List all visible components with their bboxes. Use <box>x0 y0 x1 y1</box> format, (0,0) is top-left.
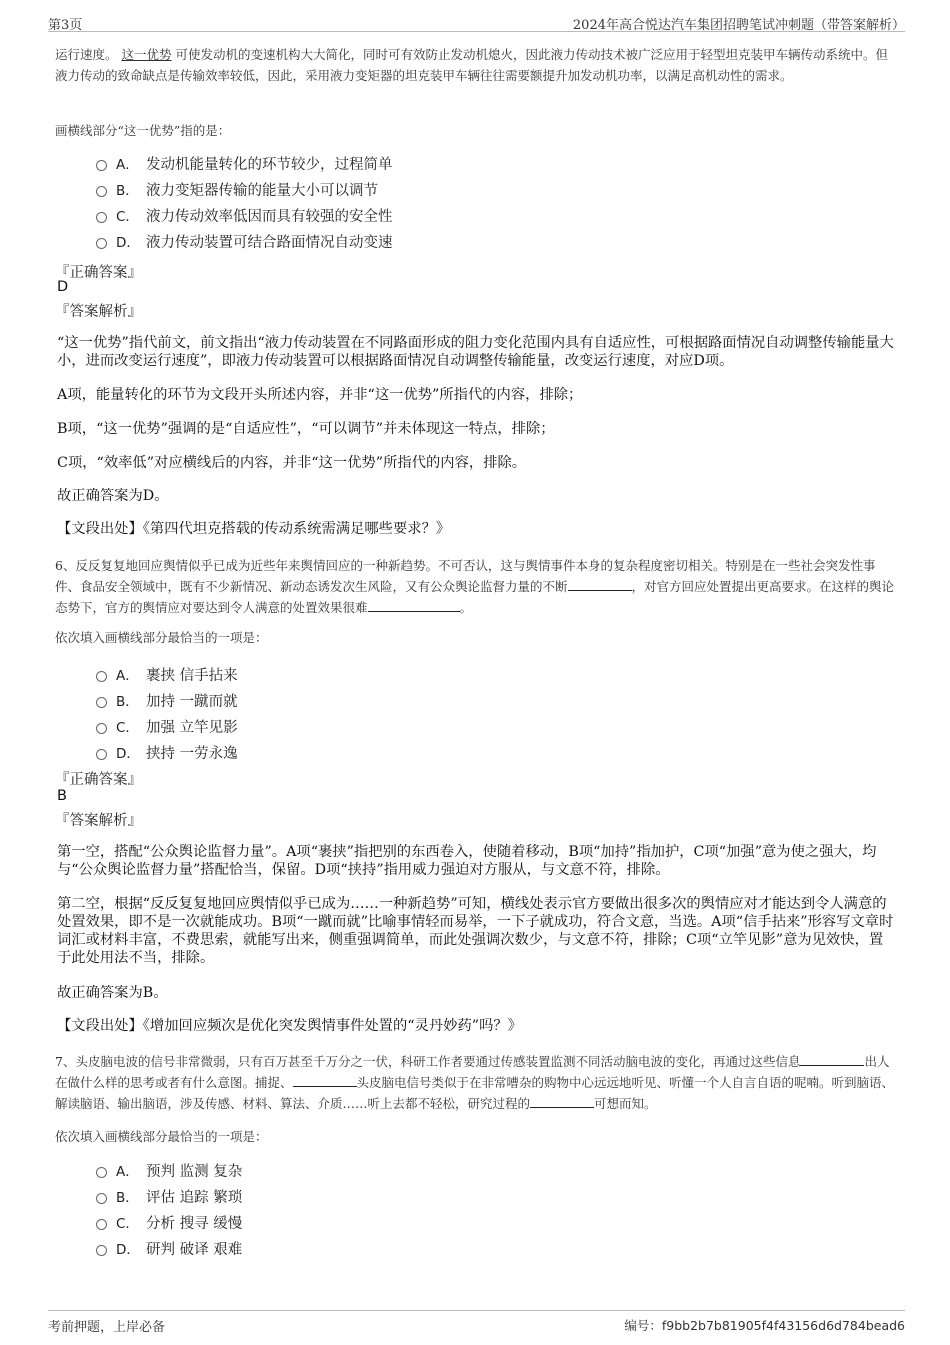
radio-icon[interactable] <box>96 212 107 223</box>
radio-icon[interactable] <box>96 1219 107 1230</box>
q6-option-b[interactable]: B． 加持 一蹴而就 <box>96 687 238 713</box>
q6-blank-2 <box>368 600 460 612</box>
q7-options <box>96 1157 242 1261</box>
radio-icon[interactable] <box>96 186 107 197</box>
radio-icon[interactable] <box>96 697 107 708</box>
q5-passage: 运行速度。 这一优势 可使发动机的变速机构大大简化，同时可有效防止发动机熄火，因此液力传动技术被广泛应用于轻型坦克装甲车辆传动系统中。但液力传动的致命缺点是传输效率较低，因此，采用液力变矩器的坦克装甲车辆往往需要额提升加发动机功率，以满足高机动性的需求。 <box>55 47 889 83</box>
q5-analysis-conclusion: 故正确答案为D。 <box>57 488 169 504</box>
q5-analysis-1: “这一优势”指代前文，前文指出“液力传动装置在不同路面形成的阻力变化范围内具有自适应性，可根据路面情况自动调整传输能量大小，进而改变运行速度”，即液力传动装置可以根据路面情况自动调整传输能量，改变运行速度，对应D项。 <box>57 335 894 369</box>
q5-option-d[interactable]: D． 液力传动装置可结合路面情况自动变速 <box>96 228 393 254</box>
q5-option-a[interactable]: A． 发动机能量转化的环节较少，过程简单 <box>96 150 393 176</box>
q5-option-c[interactable]: C． 液力传动效率低因而具有较强的安全性 <box>96 202 393 228</box>
q6-option-d[interactable]: D． 挟持 一劳永逸 <box>96 739 238 765</box>
q6-analysis-2: 第二空，根据“反反复复地回应舆情似乎已成为……一种新趋势”可知，横线处表示官方要做出很多次的舆情应对才能达到令人满意的处置效果，即不是一次就能成功。B项“一蹴而就”比喻事情轻而易举，一下子就成功，符合文意，当选。A项“信手拈来”形容写文章时词汇或材料丰富，不费思索，就能写出来，侧重强调简单，而此处强调次数少，与文意不符，排除；C项“立竿见影”意为见效快，置于此处用法不当，排除。 <box>57 896 894 966</box>
q7-passage: 7、头皮脑电波的信号非常微弱，只有百万甚至千万分之一伏，科研工作者要通过传感装置监测不同活动脑电波的变化，再通过这些信息 出人在做什么样的思考或者有什么意图。捕捉、 头皮脑电信号类似于在非常嘈杂的购物中心远远地听见、听懂一个人自言自语的呢喃。听到脑语、解读脑语、输出脑语，涉及传感、材料、算法、介质……听上去都不轻松，研究过程的 可想而知。 <box>55 1054 895 1111</box>
q5-question: 画横线部分“这一优势”指的是： <box>55 123 231 138</box>
radio-icon[interactable] <box>96 671 107 682</box>
page-footer <box>48 1310 905 1336</box>
q7-option-b[interactable]: B． 评估 追踪 繁琐 <box>96 1183 242 1209</box>
q6-source: 【文段出处】《增加回应频次是优化突发舆情事件处置的“灵丹妙药”吗？》 <box>57 1018 522 1034</box>
q7-question: 依次填入画横线部分最恰当的一项是： <box>55 1129 268 1144</box>
q5-answer-label: 『正确答案』 <box>55 265 142 281</box>
q6-option-a[interactable]: A． 裹挟 信手拈来 <box>96 661 238 687</box>
page-number: 第3页 <box>48 18 83 33</box>
q7-option-d[interactable]: D． 研判 破译 艰难 <box>96 1235 242 1261</box>
radio-icon[interactable] <box>96 749 107 760</box>
q5-analysis-label: 『答案解析』 <box>55 304 142 320</box>
q6-analysis-1: 第一空，搭配“公众舆论监督力量”。A项“裹挟”指把别的东西卷入，使随着移动，B项“加持”指加护，C项“加强”意为使之强大，均与“公众舆论监督力量”搭配恰当，保留。D项“挟持”指用威力强迫对方服从，与文意不符，排除。 <box>57 844 877 878</box>
q6-blank-1 <box>568 579 632 591</box>
footer-slogan: 考前押题，上岸必备 <box>48 1320 166 1335</box>
radio-icon[interactable] <box>96 1193 107 1204</box>
q6-option-c[interactable]: C． 加强 立竿见影 <box>96 713 238 739</box>
radio-icon[interactable] <box>96 1245 107 1256</box>
q5-answer: D <box>57 279 69 295</box>
q5-underlined-phrase: 这一优势 <box>121 47 172 62</box>
q6-answer: B <box>57 788 67 804</box>
q6-options <box>96 661 238 765</box>
q5-analysis-2: A项，能量转化的环节为文段开头所述内容，并非“这一优势”所指代的内容，排除； <box>57 387 583 403</box>
page-header <box>48 10 905 32</box>
document-id: 编号：f9bb2b7b81905f4f43156d6d784bead6 <box>624 1318 905 1333</box>
q7-blank-2 <box>293 1075 357 1087</box>
q7-blank-1 <box>800 1054 864 1066</box>
radio-icon[interactable] <box>96 238 107 249</box>
q6-answer-label: 『正确答案』 <box>55 772 142 788</box>
q6-analysis-conclusion: 故正确答案为B。 <box>57 985 168 1001</box>
q5-option-b[interactable]: B． 液力变矩器传输的能量大小可以调节 <box>96 176 393 202</box>
radio-icon[interactable] <box>96 1167 107 1178</box>
q7-blank-3 <box>530 1096 594 1108</box>
q6-passage: 6、反反复复地回应舆情似乎已成为近些年来舆情回应的一种新趋势。不可否认，这与舆情事件本身的复杂程度密切相关。特别是在一些社会突发性事件、食品安全领域中，既有不少新情况、新动态诱发次生风险，又有公众舆论监督力量的不断 ，对官方回应处置提出更高要求。在这样的舆论态势下，官方的舆情应对要达到令人满意的处置效果很难 。 <box>55 558 895 615</box>
q6-question: 依次填入画横线部分最恰当的一项是： <box>55 630 268 645</box>
q5-options <box>96 150 393 254</box>
q5-analysis-3: B项，“这一优势”强调的是“自适应性”，“可以调节”并未体现这一特点，排除； <box>57 421 555 437</box>
q6-analysis-label: 『答案解析』 <box>55 813 142 829</box>
q7-option-c[interactable]: C． 分析 搜寻 缓慢 <box>96 1209 242 1235</box>
radio-icon[interactable] <box>96 723 107 734</box>
q5-source: 【文段出处】《第四代坦克搭载的传动系统需满足哪些要求？》 <box>57 521 451 537</box>
document-title: 2024年高合悦达汽车集团招聘笔试冲刺题（带答案解析） <box>572 18 905 33</box>
q7-option-a[interactable]: A． 预判 监测 复杂 <box>96 1157 242 1183</box>
q5-analysis-4: C项，“效率低”对应横线后的内容，并非“这一优势”所指代的内容，排除。 <box>57 455 527 471</box>
radio-icon[interactable] <box>96 160 107 171</box>
